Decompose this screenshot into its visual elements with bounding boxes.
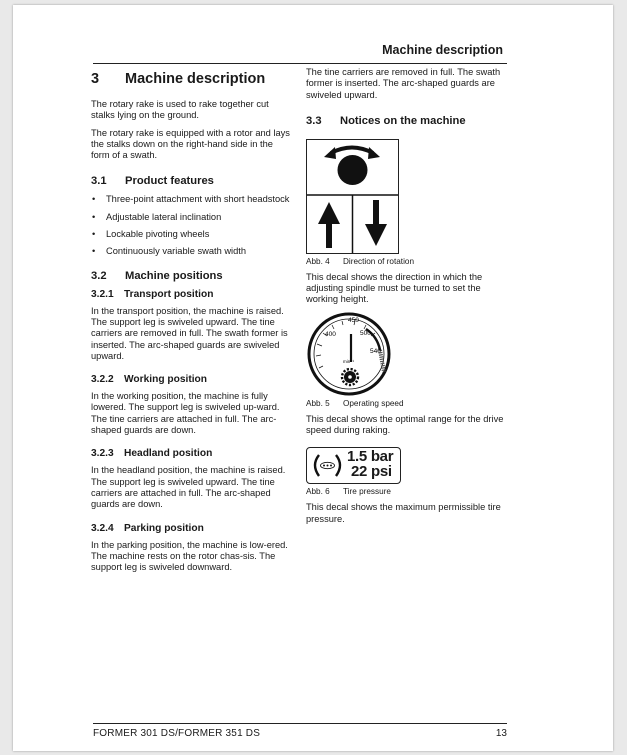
footer-document-title: FORMER 301 DS/FORMER 351 DS xyxy=(93,728,261,739)
rotation-direction-icon xyxy=(307,140,398,253)
section-heading-positions xyxy=(91,270,291,282)
feature-list xyxy=(91,194,291,257)
subsection-number: 3.2.1 xyxy=(91,288,114,300)
list-item-text: Continuously variable swath width xyxy=(106,246,247,257)
figure-label: Abb. 4 xyxy=(306,256,330,266)
fig4-text: This decal shows the direction in which the adjusting spindle must be turned to set the working height. xyxy=(306,271,483,305)
subsection-heading-parking xyxy=(91,523,291,534)
subsection-number: 3.2.2 xyxy=(91,374,114,386)
intro-paragraph-1: The rotary rake is used to rake together cut stalks lying on the ground. xyxy=(91,99,269,121)
figure-caption-text: Operating speed xyxy=(343,398,404,408)
subsection-heading-working xyxy=(91,374,291,385)
bullet-icon: • xyxy=(92,246,96,257)
section-title: Product features xyxy=(125,175,214,188)
bullet-icon: • xyxy=(92,194,96,205)
list-item xyxy=(91,194,291,205)
subsection-number: 3.2.4 xyxy=(91,522,114,534)
headland-text: In the headland position, the machine is raised. The support leg is swiveled upward. The tine carriers are attached in full. The arc-shaped guards are down. xyxy=(91,465,286,510)
right-column xyxy=(306,67,506,525)
figure-caption-text: Direction of rotation xyxy=(343,256,414,266)
left-column xyxy=(91,71,291,573)
gauge-tick-label: 540 xyxy=(370,347,381,355)
chapter-number: 3 xyxy=(91,71,100,87)
bullet-icon: • xyxy=(92,229,96,240)
figure-label: Abb. 6 xyxy=(306,487,330,497)
running-header: Machine description xyxy=(382,43,503,57)
subsection-title: Headland position xyxy=(124,448,213,460)
gauge-tick-label: 450 xyxy=(348,316,359,324)
subsection-title: Parking position xyxy=(124,522,204,534)
speed-gauge-icon xyxy=(306,312,392,396)
page-number: 13 xyxy=(495,728,507,739)
transport-text: In the transport position, the machine is raised. The support leg is swiveled upward. The tine carriers are removed in full. The swath former is inserted. The arc-shaped guards are swiveled upward. xyxy=(91,305,288,361)
parking-text: In the parking position, the machine is low-ered. The machine rests on the rotor chas-sis. The support leg is swiveled downward. xyxy=(91,539,288,573)
chapter-heading xyxy=(91,71,291,87)
figure-caption xyxy=(306,399,506,408)
section-number: 3.1 xyxy=(91,175,107,188)
section-title: Notices on the machine xyxy=(340,114,466,127)
section-number: 3.3 xyxy=(306,114,322,127)
list-item-text: Three-point attachment with short headstock xyxy=(106,194,290,205)
subsection-heading-headland xyxy=(91,448,291,459)
figure-label: Abb. 5 xyxy=(306,398,330,408)
fig6-text: This decal shows the maximum permissible tire pressure. xyxy=(306,502,501,524)
subsection-title: Working position xyxy=(124,374,208,386)
subsection-number: 3.2.3 xyxy=(91,448,114,460)
subsection-title: Transport position xyxy=(124,288,214,300)
list-item-text: Lockable pivoting wheels xyxy=(106,229,210,240)
document-page xyxy=(13,5,613,751)
header-rule xyxy=(93,63,507,64)
pressure-psi: 22 psi xyxy=(351,463,392,481)
list-item-text: Adjustable lateral inclination xyxy=(106,211,222,222)
list-item xyxy=(91,212,291,223)
subsection-heading-transport xyxy=(91,289,291,300)
list-item xyxy=(91,246,291,257)
gauge-tick-label: 400 xyxy=(325,330,336,338)
working-text: In the working position, the machine is fully lowered. The support leg is swiveled up-ward. The tine carriers are attached in full. The arc-shaped guards are down. xyxy=(91,391,280,436)
rotation-decal xyxy=(306,139,399,254)
chapter-title: Machine description xyxy=(125,71,266,87)
figure-caption xyxy=(306,257,506,266)
figure-caption xyxy=(306,487,506,496)
bullet-icon: • xyxy=(92,211,96,222)
gauge-unit-label: min⁻¹ xyxy=(343,358,355,364)
speed-decal xyxy=(306,312,392,396)
section-heading-notices xyxy=(306,115,506,127)
tire-pressure-decal xyxy=(306,447,401,484)
section-heading-features xyxy=(91,175,291,187)
fig5-text: This decal shows the optimal range for the drive speed during raking. xyxy=(306,413,504,436)
figure-caption-text: Tire pressure xyxy=(343,487,391,497)
list-item xyxy=(91,229,291,240)
section-number: 3.2 xyxy=(91,269,107,282)
footer-rule xyxy=(93,723,507,724)
pressure-bar: 1.5 bar xyxy=(347,448,394,466)
gauge-tick-label: 500 xyxy=(360,329,371,337)
section-title: Machine positions xyxy=(125,269,223,282)
continued-paragraph: The tine carriers are removed in full. The swath former is inserted. The arc-shaped guards are swiveled upward. xyxy=(306,67,501,100)
intro-paragraph-2: The rotary rake is equipped with a rotor and lays the stalks down on the right-hand side in the form of a swath. xyxy=(91,127,290,161)
